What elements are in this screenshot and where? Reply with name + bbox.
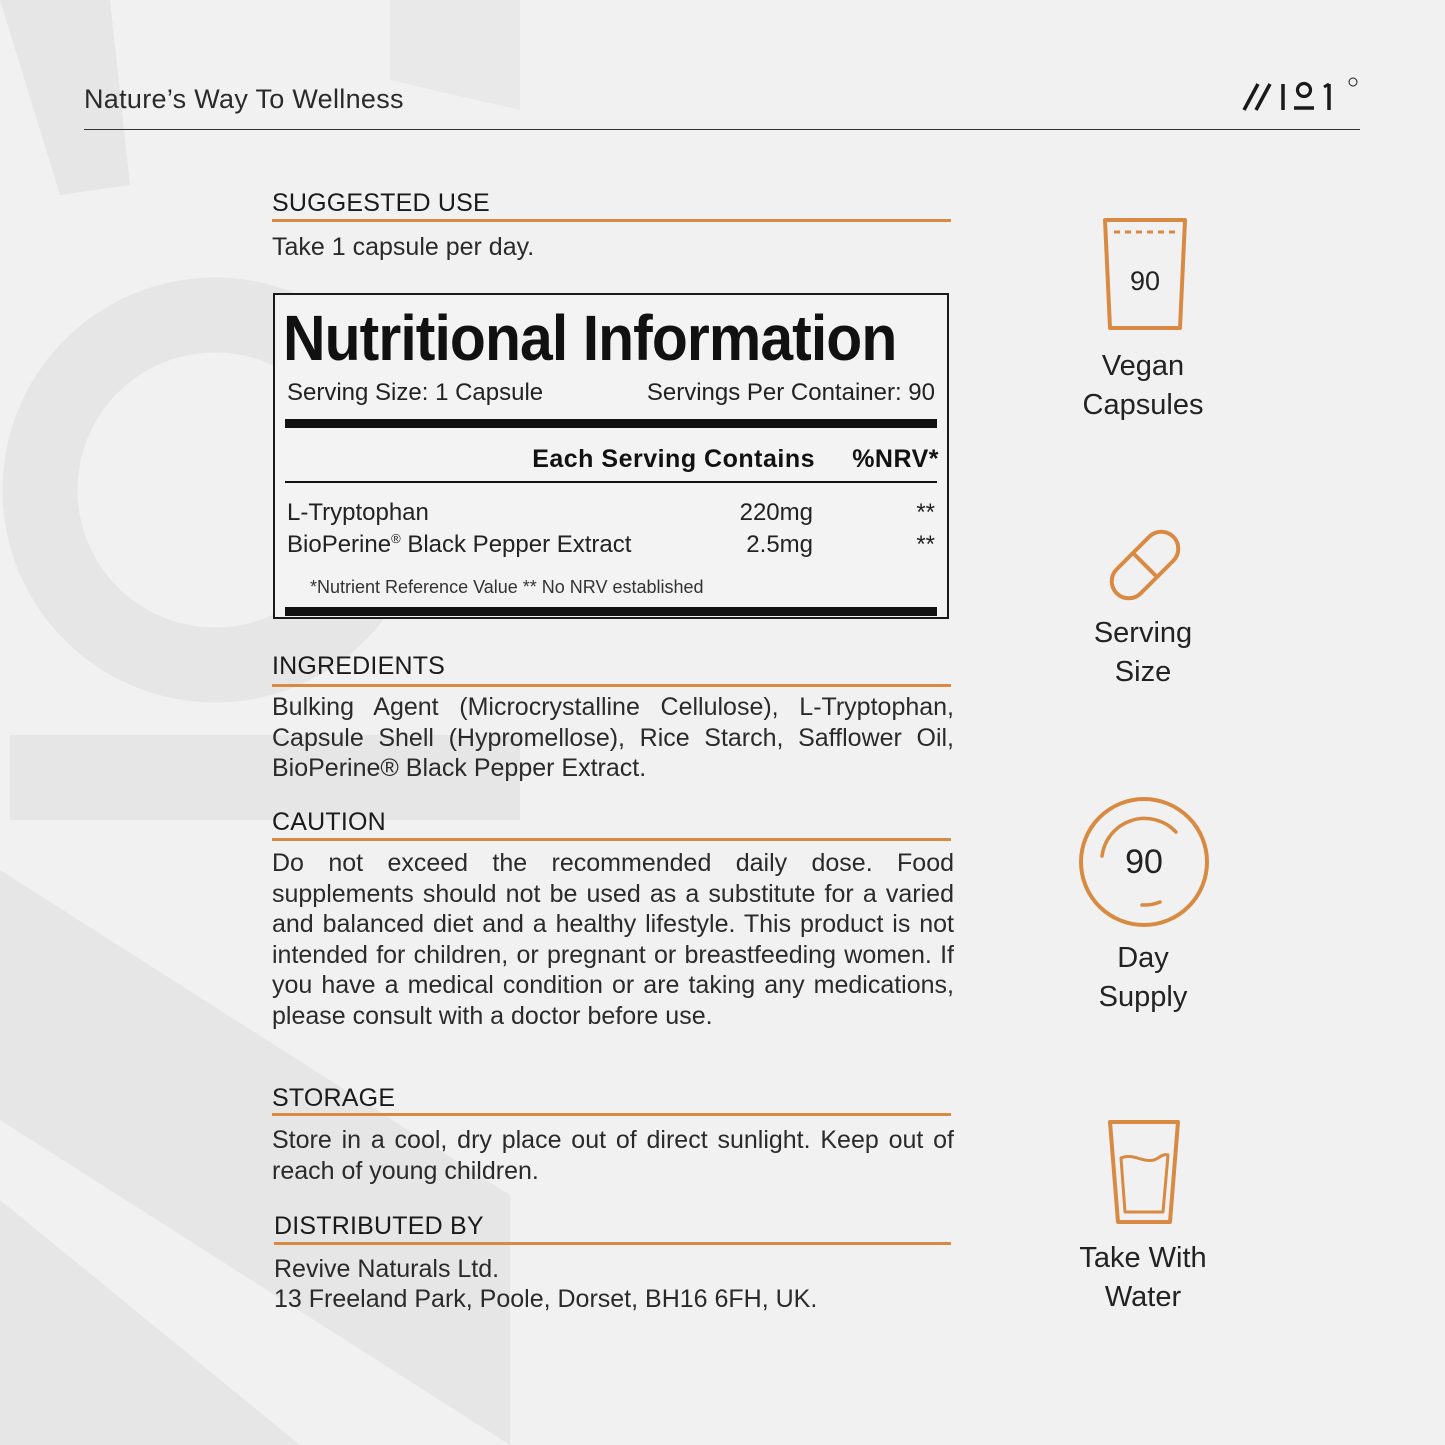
capsule-icon: [1100, 522, 1190, 608]
distributed-by-heading: DISTRIBUTED BY: [274, 1212, 484, 1240]
table-row: [287, 499, 935, 531]
registered-mark: ®: [391, 531, 401, 546]
nutrient-name: L-Tryptophan: [287, 499, 429, 526]
suggested-use-heading: SUGGESTED USE: [272, 189, 490, 217]
column-nrv: %NRV*: [852, 445, 939, 473]
storage-text: Store in a cool, dry place out of direct sunlight. Keep out of reach of young children.: [272, 1126, 954, 1185]
caution-heading: CAUTION: [272, 808, 386, 836]
brand-logo-icon: [1238, 70, 1368, 120]
storage-rule: [272, 1113, 951, 1116]
table-row: [287, 531, 935, 563]
nutrition-divider-mid: [285, 481, 937, 483]
suggested-use-rule: [272, 219, 951, 222]
distributor-name: Revive Naturals Ltd.: [274, 1255, 500, 1283]
ring-icon-number: 90: [1125, 843, 1163, 881]
feature-label: Take With Water: [1079, 1242, 1207, 1313]
brand-tagline: Nature’s Way To Wellness: [84, 84, 404, 114]
nutrient-name: BioPerine® Black Pepper Extract: [287, 531, 632, 558]
serving-size: Serving Size: 1 Capsule: [287, 379, 544, 406]
feature-label: Vegan Capsules: [1082, 350, 1204, 421]
nutrition-divider-bottom: [285, 607, 937, 616]
column-each-serving: Each Serving Contains: [532, 445, 815, 473]
nutrient-amount: 220mg: [739, 499, 813, 526]
caution-rule: [272, 838, 951, 841]
nutrient-nrv: **: [916, 499, 935, 526]
water-glass-icon: [1106, 1118, 1182, 1226]
brand-logo: [1238, 70, 1368, 120]
ingredients-heading: INGREDIENTS: [272, 652, 446, 680]
distributor-address: 13 Freeland Park, Poole, Dorset, BH16 6FH, UK.: [274, 1285, 818, 1313]
nutrition-footnote: *Nutrient Reference Value ** No NRV established: [310, 577, 704, 597]
ingredients-rule: [272, 684, 951, 687]
nutrition-divider-top: [285, 419, 937, 428]
storage-heading: STORAGE: [272, 1084, 396, 1112]
header-divider: [84, 129, 1360, 130]
feature-label: Serving Size: [1093, 617, 1193, 688]
ingredients-text: Bulking Agent (Microcrystalline Cellulose), L-Tryptophan, Capsule Shell (Hypromellose), Rice Starch, Safflower Oil, BioPerine® Black Pepper Extract.: [272, 693, 954, 782]
nutrition-title: Nutritional Information: [283, 302, 897, 374]
nutrient-nrv: **: [916, 531, 935, 558]
servings-per-container: Servings Per Container: 90: [646, 379, 935, 406]
nutrition-table: [273, 293, 949, 619]
caution-text: Do not exceed the recommended daily dose. Food supplements should not be used as a substitute for a varied and balanced diet and a healthy lifestyle. This product is not intended for children, or pregnant or breastfeeding women. If you have a medical condition or are taking any medications, please consult with a doctor before use.: [272, 849, 954, 1030]
feature-label: Day Supply: [1098, 942, 1188, 1013]
suggested-use-text: Take 1 capsule per day.: [272, 233, 535, 261]
nutrient-amount: 2.5mg: [746, 531, 813, 558]
distributed-by-rule: [274, 1242, 951, 1245]
pouch-icon-number: 90: [1129, 266, 1161, 296]
